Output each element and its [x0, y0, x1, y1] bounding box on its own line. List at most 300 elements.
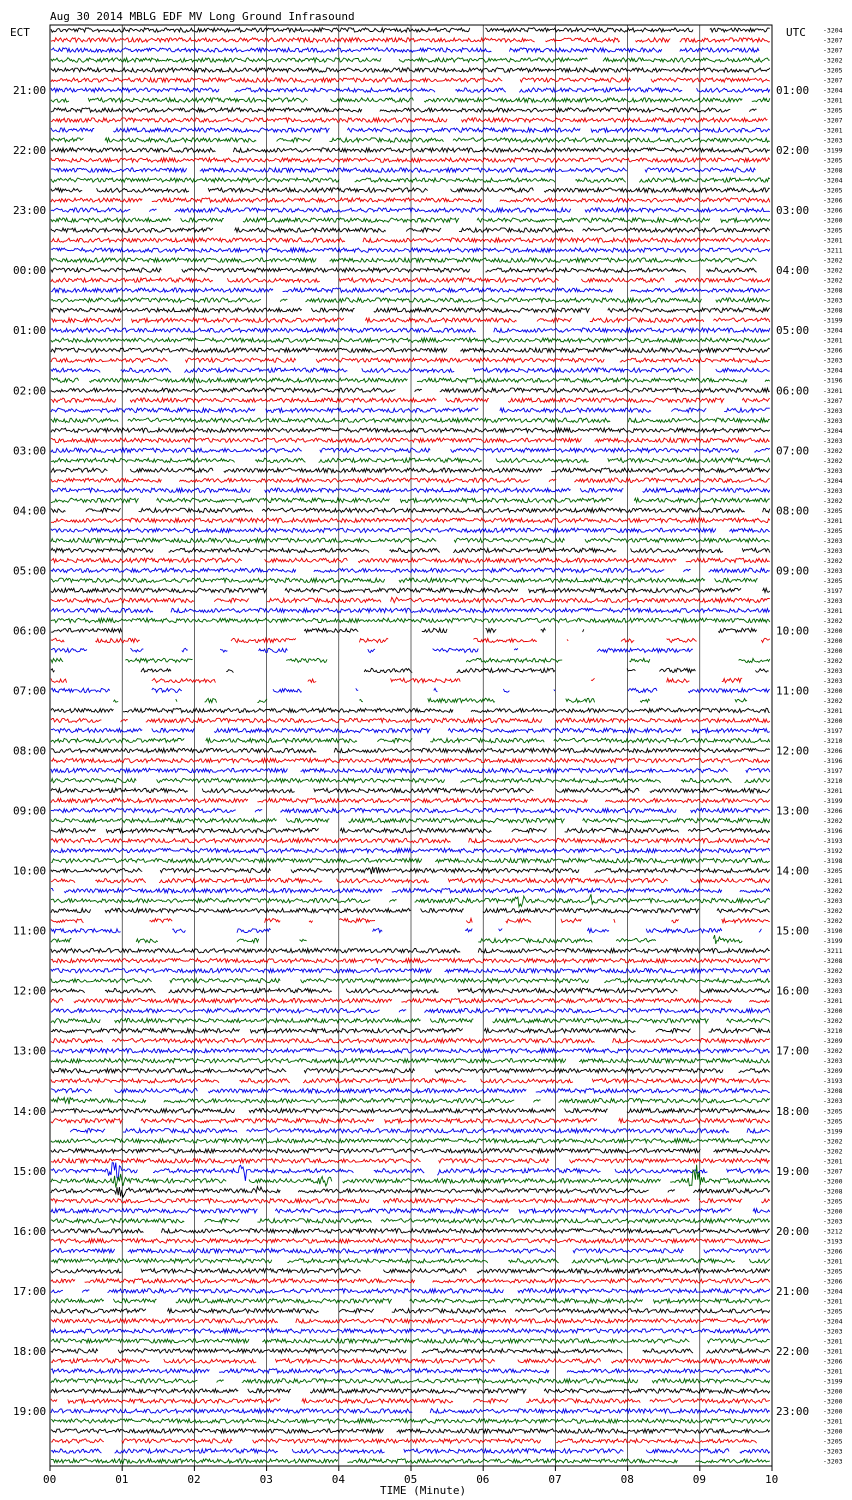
right-hour-label: 21:00 [776, 1284, 810, 1298]
trace-offset-label: -3190 [823, 927, 843, 936]
trace-94 [51, 969, 770, 973]
trace-45 [51, 478, 770, 482]
trace-41 [51, 438, 770, 442]
trace-121 [51, 1239, 770, 1243]
left-hour-label: 21:00 [13, 84, 47, 98]
trace-79 [51, 818, 770, 822]
left-hour-label: 00:00 [13, 264, 47, 278]
trace-6 [51, 88, 770, 92]
trace-offset-label: -3212 [823, 1227, 843, 1236]
trace-offset-label: -3203 [823, 566, 843, 575]
trace-89 [51, 918, 770, 922]
trace-109 [51, 1119, 770, 1123]
trace-74 [51, 768, 770, 772]
trace-offset-label: -3208 [823, 286, 843, 295]
trace-9 [51, 118, 767, 122]
right-hour-label: 10:00 [776, 624, 810, 638]
trace-7 [51, 98, 770, 102]
trace-118 [51, 1209, 770, 1213]
trace-offset-label: -3203 [823, 1447, 843, 1456]
trace-offset-label: -3206 [823, 196, 843, 205]
trace-18 [51, 208, 770, 212]
left-hour-label: 23:00 [13, 204, 47, 218]
trace-65 [51, 678, 742, 682]
left-hour-label: 01:00 [13, 324, 47, 338]
trace-offset-label: -3200 [823, 716, 843, 725]
trace-offset-label: -3201 [823, 386, 843, 395]
trace-26 [51, 288, 770, 292]
trace-25 [51, 278, 770, 282]
trace-offset-label: -3199 [823, 146, 843, 155]
trace-offset-label: -3203 [823, 977, 843, 986]
trace-offset-label: -3201 [823, 516, 843, 525]
trace-76 [51, 788, 770, 792]
trace-offset-label: -3209 [823, 1037, 843, 1046]
trace-offset-label: -3201 [823, 1297, 843, 1306]
trace-111 [51, 1139, 770, 1143]
trace-offset-label: -3210 [823, 736, 843, 745]
right-hour-label: 01:00 [776, 84, 810, 98]
trace-133 [51, 1359, 770, 1363]
trace-36 [51, 388, 770, 392]
trace-offset-label: -3204 [823, 326, 843, 335]
trace-offset-label: -3202 [823, 266, 843, 275]
trace-71 [51, 738, 770, 742]
left-hour-label: 10:00 [13, 864, 47, 878]
trace-offset-label: -3201 [823, 877, 843, 886]
x-tick-label: 00 [43, 1473, 57, 1486]
right-hour-label: 13:00 [776, 804, 810, 818]
trace-offset-label: -3200 [823, 1207, 843, 1216]
trace-75 [51, 778, 770, 782]
trace-offset-label: -3208 [823, 1187, 843, 1196]
trace-offset-label: -3200 [823, 1387, 843, 1396]
trace-87 [51, 894, 770, 907]
trace-offset-label: -3202 [823, 496, 843, 505]
right-hour-label: 18:00 [776, 1104, 810, 1118]
left-hour-label: 03:00 [13, 444, 47, 458]
trace-93 [51, 959, 770, 963]
trace-offset-label: -3206 [823, 1357, 843, 1366]
trace-143 [51, 1459, 770, 1463]
trace-offset-label: -3201 [823, 706, 843, 715]
right-hour-label: 22:00 [776, 1344, 810, 1358]
trace-96 [51, 989, 770, 993]
trace-offset-label: -3206 [823, 747, 843, 756]
trace-125 [51, 1279, 770, 1283]
trace-98 [51, 1009, 770, 1013]
trace-19 [51, 218, 770, 222]
trace-offset-label: -3200 [823, 636, 843, 645]
trace-34 [51, 368, 770, 372]
trace-110 [70, 1129, 770, 1133]
trace-124 [51, 1269, 770, 1273]
trace-offset-label: -3201 [823, 1337, 843, 1346]
left-hour-label: 08:00 [13, 744, 47, 758]
trace-16 [51, 188, 770, 192]
trace-2 [51, 48, 759, 52]
right-hour-label: 07:00 [776, 444, 810, 458]
left-hour-label: 11:00 [13, 924, 47, 938]
x-tick-label: 02 [187, 1473, 201, 1486]
right-time-labels [776, 84, 809, 1418]
trace-12 [51, 148, 770, 152]
trace-offset-label: -3199 [823, 1377, 843, 1386]
trace-117 [51, 1199, 770, 1203]
x-tick-label: 10 [765, 1473, 779, 1486]
left-hour-label: 09:00 [13, 804, 47, 818]
trace-offset-label: -3204 [823, 476, 843, 485]
trace-138 [51, 1409, 770, 1413]
x-tick-label: 07 [548, 1473, 562, 1486]
right-hour-label: 17:00 [776, 1044, 810, 1058]
right-hour-label: 09:00 [776, 564, 810, 578]
trace-offset-label: -3199 [823, 1127, 843, 1136]
trace-77 [51, 798, 770, 802]
left-hour-label: 15:00 [13, 1164, 47, 1178]
trace-offset-label: -3208 [823, 306, 843, 315]
trace-136 [51, 1389, 770, 1393]
trace-122 [51, 1249, 770, 1253]
trace-offset-label: -3202 [823, 967, 843, 976]
trace-78 [51, 808, 770, 812]
trace-offset-label: -3198 [823, 857, 843, 866]
trace-offset-label: -3203 [823, 406, 843, 415]
trace-offset-label: -3203 [823, 1057, 843, 1066]
trace-offset-label: -3203 [823, 987, 843, 996]
trace-112 [51, 1149, 770, 1153]
left-hour-label: 22:00 [13, 144, 47, 158]
trace-offset-label: -3202 [823, 276, 843, 285]
trace-14 [51, 168, 755, 172]
trace-55 [51, 578, 758, 582]
trace-40 [51, 428, 770, 432]
x-tick-label: 01 [115, 1473, 129, 1486]
trace-offset-label: -3205 [823, 1307, 843, 1316]
trace-offset-label: -3203 [823, 666, 843, 675]
trace-85 [51, 878, 770, 882]
trace-60 [51, 628, 757, 632]
right-axis-title: UTC [786, 26, 806, 39]
trace-offset-label: -3207 [823, 76, 843, 85]
trace-11 [51, 138, 770, 142]
trace-70 [51, 728, 770, 732]
trace-57 [51, 597, 770, 602]
trace-offset-label: -3202 [823, 917, 843, 926]
trace-offset-label: -3200 [823, 686, 843, 695]
trace-offset-label: -3202 [823, 456, 843, 465]
trace-offset-label: -3206 [823, 1277, 843, 1286]
trace-20 [51, 228, 770, 232]
trace-67 [113, 698, 747, 702]
right-hour-label: 03:00 [776, 204, 810, 218]
trace-offset-label: -3208 [823, 1087, 843, 1096]
trace-offset-label: -3201 [823, 1367, 843, 1376]
trace-106 [51, 1089, 770, 1093]
trace-offset-label: -3203 [823, 897, 843, 906]
trace-offset-label: -3205 [823, 106, 843, 115]
left-hour-label: 07:00 [13, 684, 47, 698]
trace-123 [51, 1259, 770, 1263]
trace-offset-label: -3205 [823, 1117, 843, 1126]
trace-68 [51, 708, 770, 712]
trace-offset-label: -3202 [823, 656, 843, 665]
left-hour-label: 12:00 [13, 984, 47, 998]
trace-137 [51, 1399, 770, 1403]
left-hour-label: 14:00 [13, 1104, 47, 1118]
trace-offset-label: -3202 [823, 256, 843, 265]
trace-offset-label: -3202 [823, 887, 843, 896]
trace-90 [51, 929, 761, 933]
trace-offset-label: -3204 [823, 26, 843, 35]
trace-offset-label: -3203 [823, 546, 843, 555]
trace-101 [51, 1039, 770, 1043]
trace-69 [51, 718, 770, 722]
trace-offset-label: -3204 [823, 426, 843, 435]
trace-84 [51, 867, 770, 874]
trace-35 [51, 378, 770, 382]
trace-offset-label: -3201 [823, 236, 843, 245]
trace-offset-label: -3203 [823, 1217, 843, 1226]
trace-83 [51, 858, 770, 862]
trace-offset-label: -3201 [823, 787, 843, 796]
trace-offset-label: -3204 [823, 86, 843, 95]
trace-99 [51, 1019, 770, 1023]
trace-50 [51, 528, 770, 532]
trace-offset-label: -3207 [823, 116, 843, 125]
trace-46 [51, 488, 770, 492]
trace-62 [51, 648, 693, 652]
trace-offset-label: -3203 [823, 136, 843, 145]
trace-offset-label: -3205 [823, 186, 843, 195]
trace-offset-label: -3211 [823, 947, 843, 956]
left-hour-label: 17:00 [13, 1284, 47, 1298]
trace-offset-label: -3201 [823, 96, 843, 105]
trace-15 [51, 178, 770, 182]
trace-offset-label: -3193 [823, 1077, 843, 1086]
trace-48 [51, 508, 770, 512]
x-axis-ticks [43, 1466, 778, 1486]
trace-offset-label: -3196 [823, 757, 843, 766]
trace-offset-label: -3209 [823, 1067, 843, 1076]
trace-offset-label: -3192 [823, 847, 843, 856]
left-hour-label: 13:00 [13, 1044, 47, 1058]
trace-4 [51, 68, 770, 72]
trace-1 [51, 38, 770, 42]
trace-offset-label: -3202 [823, 817, 843, 826]
trace-offset-label: -3197 [823, 726, 843, 735]
trace-86 [51, 888, 770, 892]
trace-offset-label: -3205 [823, 526, 843, 535]
trace-offset-label: -3197 [823, 586, 843, 595]
trace-offset-label: -3201 [823, 997, 843, 1006]
right-hour-label: 02:00 [776, 144, 810, 158]
seismic-traces [51, 28, 770, 1463]
trace-offset-label: -3202 [823, 907, 843, 916]
trace-58 [51, 608, 770, 612]
x-tick-label: 04 [331, 1473, 346, 1486]
trace-22 [51, 248, 770, 252]
trace-offset-label: -3202 [823, 556, 843, 565]
trace-53 [51, 558, 770, 562]
trace-offset-label: -3207 [823, 36, 843, 45]
trace-offset-label: -3206 [823, 206, 843, 215]
trace-offset-label: -3200 [823, 626, 843, 635]
trace-30 [51, 328, 770, 332]
right-hour-label: 05:00 [776, 324, 810, 338]
trace-116 [51, 1187, 770, 1198]
trace-38 [51, 408, 770, 412]
left-hour-label: 05:00 [13, 564, 47, 578]
trace-63 [51, 658, 770, 662]
trace-offset-label: -3205 [823, 1107, 843, 1116]
trace-61 [51, 638, 770, 642]
trace-offset-label: -3199 [823, 316, 843, 325]
trace-offset-label: -3201 [823, 126, 843, 135]
right-hour-label: 04:00 [776, 264, 810, 278]
trace-offset-label: -3200 [823, 1177, 843, 1186]
trace-43 [51, 458, 770, 462]
trace-5 [51, 78, 770, 82]
trace-offset-label: -3203 [823, 1457, 843, 1466]
trace-24 [51, 268, 770, 272]
trace-107 [51, 1097, 770, 1104]
trace-offset-label: -3210 [823, 777, 843, 786]
trace-129 [51, 1319, 770, 1323]
trace-88 [51, 908, 770, 912]
trace-66 [51, 688, 770, 692]
trace-17 [51, 198, 770, 202]
trace-21 [51, 238, 770, 242]
trace-28 [51, 308, 770, 312]
trace-64 [51, 668, 769, 672]
trace-offset-label: -3201 [823, 1417, 843, 1426]
trace-offset-label: -3202 [823, 696, 843, 705]
x-tick-label: 06 [476, 1473, 490, 1486]
trace-offset-label: -3203 [823, 416, 843, 425]
left-hour-label: 02:00 [13, 384, 47, 398]
trace-92 [51, 949, 770, 953]
trace-offset-label: -3207 [823, 1167, 843, 1176]
trace-offset-label: -3203 [823, 676, 843, 685]
trace-42 [51, 448, 770, 452]
trace-44 [51, 468, 770, 472]
trace-102 [51, 1049, 770, 1053]
trace-offset-label: -3205 [823, 226, 843, 235]
trace-56 [51, 588, 770, 592]
trace-119 [51, 1219, 770, 1223]
trace-offset-label: -3204 [823, 1317, 843, 1326]
trace-120 [51, 1229, 770, 1233]
trace-33 [51, 358, 770, 362]
trace-8 [51, 108, 757, 112]
trace-113 [51, 1159, 770, 1163]
x-tick-label: 09 [692, 1473, 707, 1486]
trace-10 [51, 128, 770, 132]
trace-131 [51, 1339, 770, 1343]
trace-23 [51, 258, 757, 262]
trace-offset-label: -3201 [823, 1347, 843, 1356]
trace-0 [51, 28, 770, 32]
trace-offset-label: -3201 [823, 1257, 843, 1266]
trace-51 [51, 538, 770, 542]
right-hour-label: 06:00 [776, 384, 810, 398]
left-hour-label: 16:00 [13, 1224, 47, 1238]
trace-139 [51, 1419, 770, 1423]
right-hour-label: 11:00 [776, 684, 810, 698]
trace-offset-label: -3203 [823, 466, 843, 475]
trace-offset-label: -3200 [823, 1407, 843, 1416]
trace-32 [51, 348, 770, 352]
trace-offset-label: -3200 [823, 646, 843, 655]
trace-offset-label: -3202 [823, 616, 843, 625]
trace-offset-label: -3205 [823, 66, 843, 75]
trace-141 [51, 1439, 757, 1443]
left-hour-label: 06:00 [13, 624, 47, 638]
left-hour-label: 04:00 [13, 504, 47, 518]
left-axis-title: ECT [10, 26, 30, 39]
x-tick-label: 05 [404, 1473, 418, 1486]
trace-73 [51, 758, 770, 762]
trace-91 [51, 935, 742, 944]
trace-offset-label: -3204 [823, 176, 843, 185]
trace-37 [51, 398, 770, 402]
trace-49 [51, 518, 770, 522]
trace-offset-label: -3200 [823, 1397, 843, 1406]
trace-offset-label: -3203 [823, 536, 843, 545]
trace-81 [51, 838, 770, 842]
trace-134 [51, 1369, 770, 1373]
trace-offset-label: -3203 [823, 596, 843, 605]
trace-82 [51, 848, 770, 852]
trace-128 [51, 1309, 770, 1313]
trace-offset-label: -3205 [823, 1267, 843, 1276]
trace-114 [51, 1163, 770, 1181]
trace-108 [51, 1109, 770, 1113]
trace-offset-label: -3202 [823, 1047, 843, 1056]
trace-offset-label: -3211 [823, 246, 843, 255]
trace-52 [51, 548, 770, 552]
trace-54 [51, 568, 770, 572]
trace-offset-label: -3203 [823, 1327, 843, 1336]
trace-offset-label: -3205 [823, 1197, 843, 1206]
trace-100 [51, 1029, 770, 1033]
trace-offset-label: -3200 [823, 216, 843, 225]
trace-47 [51, 498, 770, 502]
trace-offset-label: -3201 [823, 1157, 843, 1166]
trace-127 [51, 1299, 770, 1303]
trace-offset-labels [823, 27, 843, 1466]
trace-offset-label: -3205 [823, 156, 843, 165]
trace-offset-label: -3202 [823, 446, 843, 455]
trace-130 [51, 1329, 770, 1333]
trace-offset-label: -3205 [823, 506, 843, 515]
trace-offset-label: -3208 [823, 166, 843, 175]
trace-135 [51, 1379, 770, 1383]
trace-offset-label: -3201 [823, 606, 843, 615]
trace-offset-label: -3202 [823, 1147, 843, 1156]
trace-offset-label: -3202 [823, 1017, 843, 1026]
left-hour-label: 19:00 [13, 1404, 47, 1418]
trace-offset-label: -3206 [823, 1247, 843, 1256]
trace-115 [51, 1165, 770, 1188]
trace-offset-label: -3202 [823, 1137, 843, 1146]
trace-13 [51, 158, 770, 162]
trace-140 [51, 1429, 770, 1433]
trace-95 [51, 979, 770, 983]
right-hour-label: 14:00 [776, 864, 810, 878]
trace-80 [51, 828, 770, 832]
